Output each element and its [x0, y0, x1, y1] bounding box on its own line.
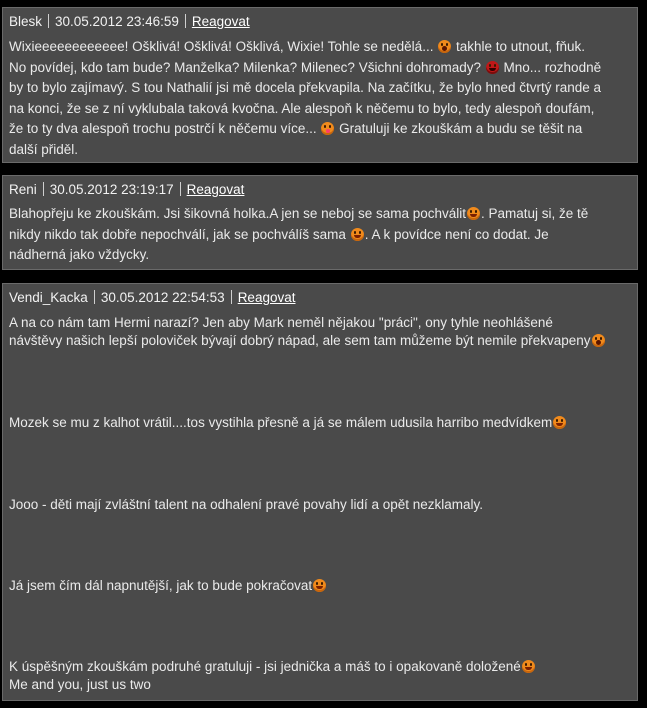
text-fragment: Mno... rozhodně	[503, 59, 602, 75]
comment-paragraph	[9, 578, 633, 593]
comment-author: Blesk	[9, 14, 43, 29]
comment-1	[2, 7, 638, 163]
comment-paragraph	[9, 333, 633, 348]
separator	[180, 182, 181, 196]
separator	[94, 290, 95, 304]
separator	[185, 14, 186, 28]
text-fragment: Blahopřeju ke zkouškám. Jsi šikovná holka.A jen se neboj se sama pochválit	[9, 206, 466, 221]
comment-paragraph	[9, 415, 633, 430]
comment-date: 30.05.2012 23:19:17	[49, 182, 174, 197]
ladybug-emoticon	[486, 61, 499, 74]
text-fragment: Já jsem čím dál napnutější, jak to bude pokračovat	[9, 578, 313, 593]
text-fragment: Gratuluji ke zkouškám a budu se těšit na	[339, 121, 583, 137]
separator	[43, 182, 44, 196]
text-fragment: . A k povídce není co dodat. Je	[364, 226, 549, 242]
text-line: by to bylo zajímavý. S tou Nathalií jsi mě docela překvapila. Na začítku, že bylo hned čtvrtý rande a	[9, 80, 602, 96]
comment-meta	[9, 182, 244, 197]
comment-2	[2, 175, 638, 270]
text-line	[9, 225, 631, 246]
comment-paragraph	[9, 659, 633, 674]
kiss-emoticon	[321, 122, 334, 135]
comment-date: 30.05.2012 23:46:59	[55, 14, 179, 29]
reply-link[interactable]: Reagovat	[186, 182, 245, 197]
reply-link[interactable]: Reagovat	[191, 14, 250, 29]
text-line	[9, 119, 631, 140]
comment-paragraph: Jooo - děti mají zvláštní talent na odhalení pravé povahy lidí a opět nezklamaly.	[9, 497, 484, 512]
text-fragment: K úspěšným zkouškám podruhé gratuluji - jsi jednička a máš to i opakovaně doložené	[9, 659, 521, 674]
comment-paragraph: Me and you, just us two	[9, 677, 151, 692]
text-line: na konci, že se z ní vyklubala taková kvočna. Ale alespoň k něčemu to bylo, tedy alespoň doufám,	[9, 100, 595, 116]
text-fragment: takhle to utnout, fňuk.	[455, 39, 586, 54]
smile-emoticon	[522, 660, 535, 673]
text-fragment: . Pamatuj si, že tě	[481, 206, 589, 221]
comment-date: 30.05.2012 22:54:53	[100, 290, 225, 305]
text-fragment: No povídej, kdo tam bude? Manželka? Milenka? Milenec? Všichni dohromady?	[9, 59, 485, 75]
comment-author: Vendi_Kacka	[9, 290, 88, 305]
comment-author: Reni	[9, 182, 37, 197]
text-fragment: návštěvy našich lepší poloviček bývají dobrý nápad, ale sem tam můžeme být nemile překvapeny	[9, 333, 591, 348]
comment-meta	[9, 290, 295, 305]
comment-text	[9, 204, 631, 266]
text-fragment: že to ty dva alespoň trochu postrčí k něčemu více...	[9, 121, 321, 137]
text-fragment: Wixieeeeeeeeeeee! Ošklivá! Ošklivá! Ošklivá, Wixie! Tohle se nedělá...	[9, 39, 438, 54]
text-line	[9, 204, 631, 225]
comment-text	[9, 37, 631, 161]
separator	[48, 14, 49, 28]
surprised-emoticon	[592, 334, 605, 347]
text-line	[9, 37, 631, 58]
text-line	[9, 58, 631, 79]
comment-paragraph: A na co nám tam Hermi narazí? Jen aby Mark neměl nějakou "práci", ony tyhle neohlášené	[9, 315, 553, 330]
grin-emoticon	[467, 207, 480, 220]
surprised-emoticon	[438, 40, 451, 53]
comment-3	[2, 283, 638, 701]
smile-emoticon	[313, 579, 326, 592]
grin-emoticon	[553, 416, 566, 429]
grin-emoticon	[351, 228, 364, 241]
text-fragment: nikdy nikdo tak dobře nepochválí, jak se pochválíš sama	[9, 226, 346, 242]
text-line: další přiděl.	[9, 141, 79, 157]
separator	[231, 290, 232, 304]
comment-meta	[9, 14, 250, 29]
reply-link[interactable]: Reagovat	[237, 290, 296, 305]
text-line: nádherná jako vždycky.	[9, 247, 150, 263]
text-fragment: Mozek se mu z kalhot vrátil....tos vystihla přesně a já se málem udusila harribo medvídkem	[9, 415, 553, 430]
